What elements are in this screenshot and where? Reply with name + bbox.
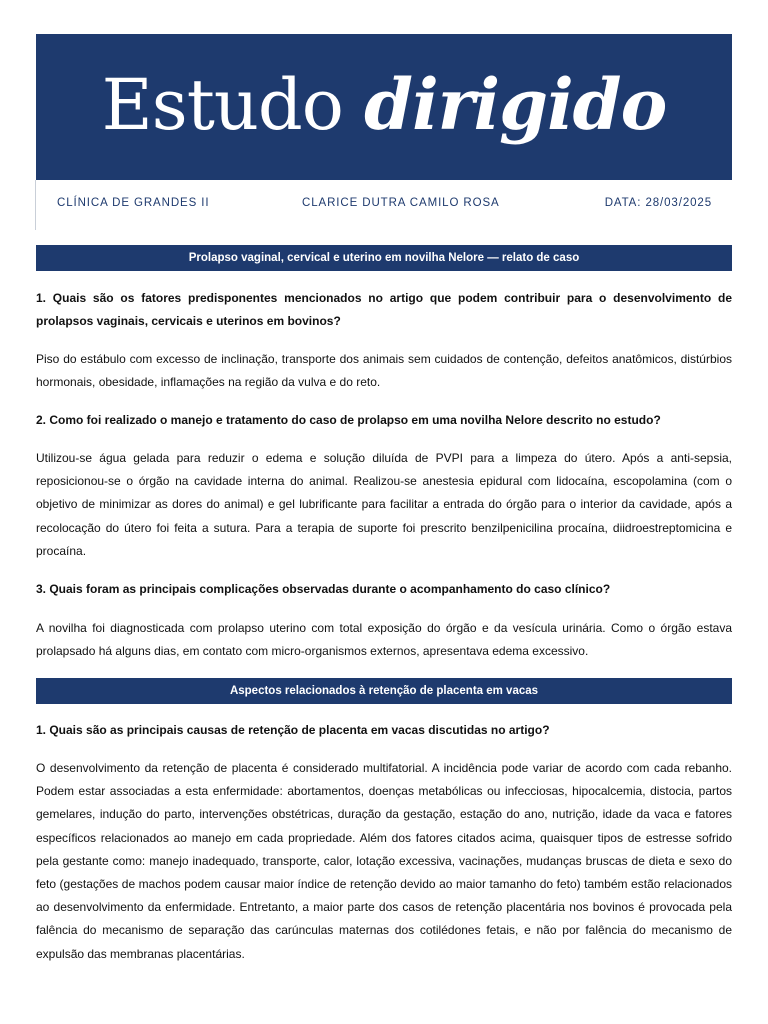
document-title <box>101 63 667 146</box>
answer-text: Piso do estábulo com excesso de inclinação, transporte dos animais sem cuidados de contenção, defeitos anatômicos, distúrbios hormonais, obesidade, inflamações na região da vulva e do reto. <box>36 352 732 390</box>
title-banner <box>36 34 732 180</box>
author-name: CLARICE DUTRA CAMILO ROSA <box>302 197 500 209</box>
question-text: 1. Quais são os fatores predisponentes mencionados no artigo que podem contribuir para o desenvolvimento de prolapsos vaginais, cervicais e uterinos em bovinos? <box>36 291 732 329</box>
header-meta <box>36 197 732 213</box>
s1-q2-question-block <box>36 409 732 432</box>
s2-q1-question-block <box>36 719 732 742</box>
question-text: 2. Como foi realizado o manejo e tratamento do caso de prolapso em uma novilha Nelore descrito no estudo? <box>36 413 661 427</box>
s1-q3-question-block <box>36 578 732 601</box>
s1-q1-question-block <box>36 287 732 333</box>
s1-q1-answer-block <box>36 348 732 394</box>
question-text: 1. Quais são as principais causas de retenção de placenta em vacas discutidas no artigo? <box>36 723 550 737</box>
answer-text: Utilizou-se água gelada para reduzir o edema e solução diluída de PVPI para a limpeza do útero. Após a anti-sepsia, reposicionou-se o órgão na cavidade interna do animal. Realizou-se anestesia epidural com lidocaína, escopolamina (com o objetivo de minimizar as dores do animal) e gel lubrificante para facilitar a entrada do órgão para o interior da cavidade, após a recolocação do útero foi feita a sutura. Para a terapia de suporte foi prescrito benzilpenicilina procaína, diidroestreptomicina e procaína. <box>36 451 732 558</box>
s1-q3-answer-block <box>36 617 732 663</box>
answer-text: O desenvolvimento da retenção de placenta é considerado multifatorial. A incidência pode variar de acordo com cada rebanho. Podem estar associadas a esta enfermidade: abortamentos, doenças metabólicas ou infecciosas, hipocalcemia, distocia, partos gemelares, indução do parto, intervenções obstétricas, duração da gestação, estação do ano, nutrição, idade da vaca e fatores específicos relacionados ao manejo em cada propriedade. Além dos fatores citados acima, quaisquer tipos de estresse sofrido pela gestante como: manejo inadequado, transporte, calor, lotação excessiva, vacinações, mudanças bruscas de dieta e sexo do feto (gestações de machos podem causar maior índice de retenção devido ao maior tamanho do feto) também estão relacionados ao desenvolvimento da enfermidade. Entretanto, a maior parte dos casos de retenção placentária nos bovinos é provocada pela falência do mecanismo de separação das carúnculas maternas dos cotilédones fetais, e não por falência do mecanismo de expulsão das membranas placentárias. <box>36 761 732 961</box>
document-date: DATA: 28/03/2025 <box>604 197 712 209</box>
question-text: 3. Quais foram as principais complicações observadas durante o acompanhamento do caso clínico? <box>36 582 611 596</box>
course-name: CLÍNICA DE GRANDES II <box>57 197 210 209</box>
title-regular: Estudo <box>101 64 343 146</box>
title-italic: dirigido <box>364 63 667 146</box>
s1-q2-answer-block <box>36 447 732 563</box>
answer-text: A novilha foi diagnosticada com prolapso uterino com total exposição do órgão e da vesícula urinária. Como o órgão estava prolapsado há alguns dias, em contato com micro-organismos externos, apresentava edema excessivo. <box>36 621 732 659</box>
section-title-prolapso: Prolapso vaginal, cervical e uterino em novilha Nelore — relato de caso <box>36 245 732 271</box>
section-title-retencao: Aspectos relacionados à retenção de placenta em vacas <box>36 678 732 704</box>
s2-q1-answer-block <box>36 757 732 966</box>
